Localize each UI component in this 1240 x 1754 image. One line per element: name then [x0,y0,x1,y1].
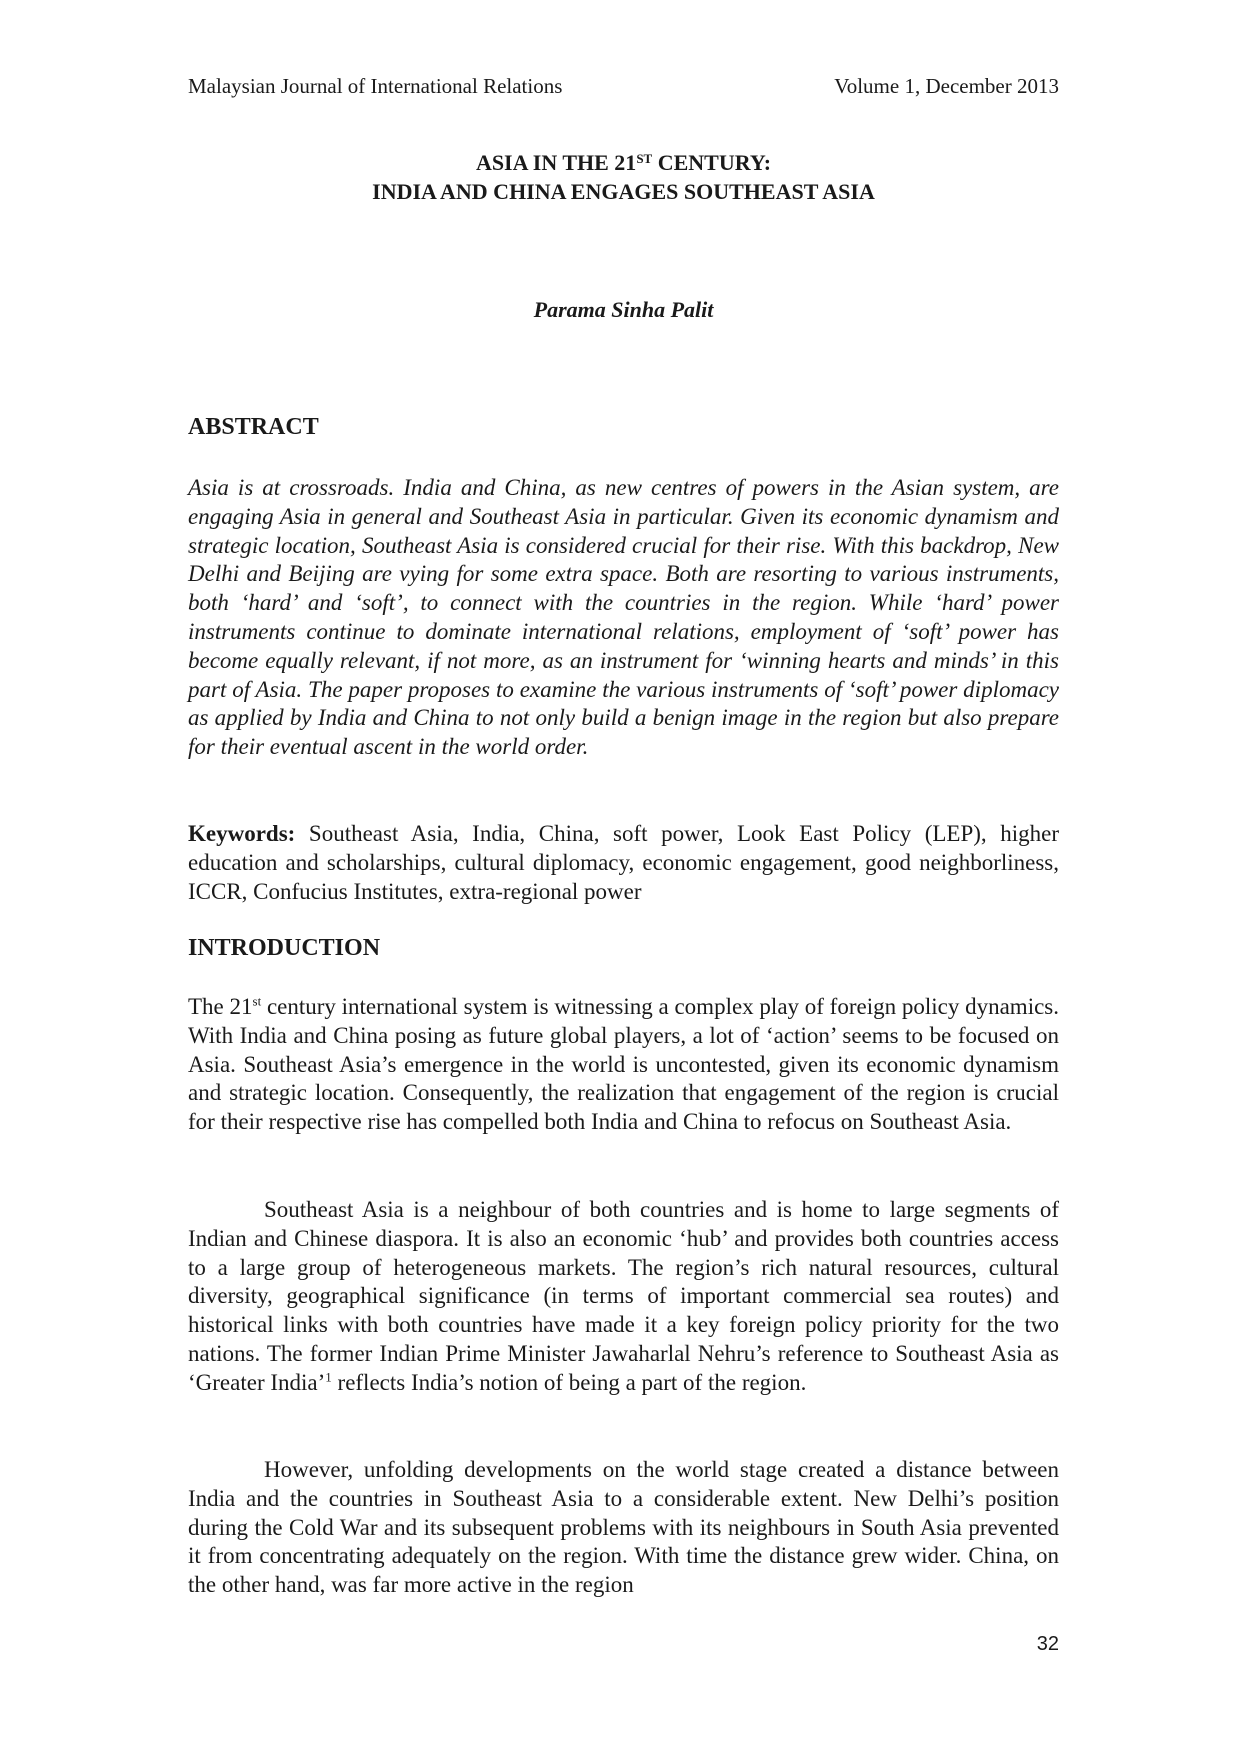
keywords [188,820,1059,906]
author-name: Parama Sinha Palit [533,297,714,322]
intro-paragraph-2: Southeast Asia is a neighbour of both countries and is home to large segments of Indian and Chinese diaspora. It is also an economic ‘hub’ and provides both countries access to a large group of heterogeneous markets. The region’s rich natural resources, cultural diversity, geographical significance (in terms of important commercial sea routes) and historical links with both countries have made it a key foreign policy priority for the two nations. The former Indian Prime Minister Jawaharlal Nehru’s reference to Southeast Asia as ‘Greater India’$^1$ reflects India’s notion of being a part of the region. [188,1197,1059,1395]
ordinal-superscript: st [252,993,262,1009]
title-line-2: INDIA AND CHINA ENGAGES SOUTHEAST ASIA [372,179,875,204]
title-line-1: ASIA IN THE 21ST CENTURY: [475,150,772,175]
keywords-list: Southeast Asia, India, China, soft power, Look East Policy (LEP), higher education and scholarships, cultural diplomacy, economic engagement, good neighborliness, ICCR, Confucius Institutes, extra-regional power [188,821,1059,904]
running-header-volume: Volume 1, December 2013 [834,74,1059,98]
abstract-text: Asia is at crossroads. India and China, as new centres of powers in the Asian system, are engaging Asia in general and Southeast Asia in particular. Given its economic dynamism and strategic location, Southeast Asia is considered crucial for their rise. With this backdrop, New Delhi and Beijing are vying for some extra space. Both are resorting to various instruments, both ‘hard’ and ‘soft’, to connect with the countries in the region. While ‘hard’ power instruments continue to dominate international relations, employment of ‘soft’ power has become equally relevant, if not more, as an instrument for ‘winning hearts and minds’ in this part of Asia. The paper proposes to examine the various instruments of ‘soft’ power diplomacy as applied by India and China to not only build a benign image in the region but also prepare for their eventual ascent in the world order. [188,475,1059,760]
running-header-journal: Malaysian Journal of International Relations [188,74,563,98]
title-superscript: ST [636,151,653,166]
footnote-marker[interactable]: 1 [325,1369,332,1385]
abstract-heading: ABSTRACT [188,414,319,440]
page-number: 32 [1036,1633,1059,1655]
paper-title [188,148,1059,206]
keywords-label: Keywords: [188,821,296,846]
introduction-heading: INTRODUCTION [188,935,381,961]
intro-paragraph-1: The 21st century international system is witnessing a complex play of foreign policy dynamics. With India and China posing as future global players, a lot of ‘action’ seems to be focused on Asia. Southeast Asia’s emergence in the world is uncontested, given its economic dynamism and strategic location. Consequently, the realization that engagement of the region is crucial for their respective rise has compelled both India and China to refocus on Southeast Asia. [188,993,1059,1135]
intro-paragraph-3: However, unfolding developments on the world stage created a distance between India and the countries in Southeast Asia to a considerable extent. New Delhi’s position during the Cold War and its subsequent problems with its neighbours in South Asia prevented it from concentrating adequately on the region. With time the distance grew wider. China, on the other hand, was far more active in the region [188,1457,1059,1598]
